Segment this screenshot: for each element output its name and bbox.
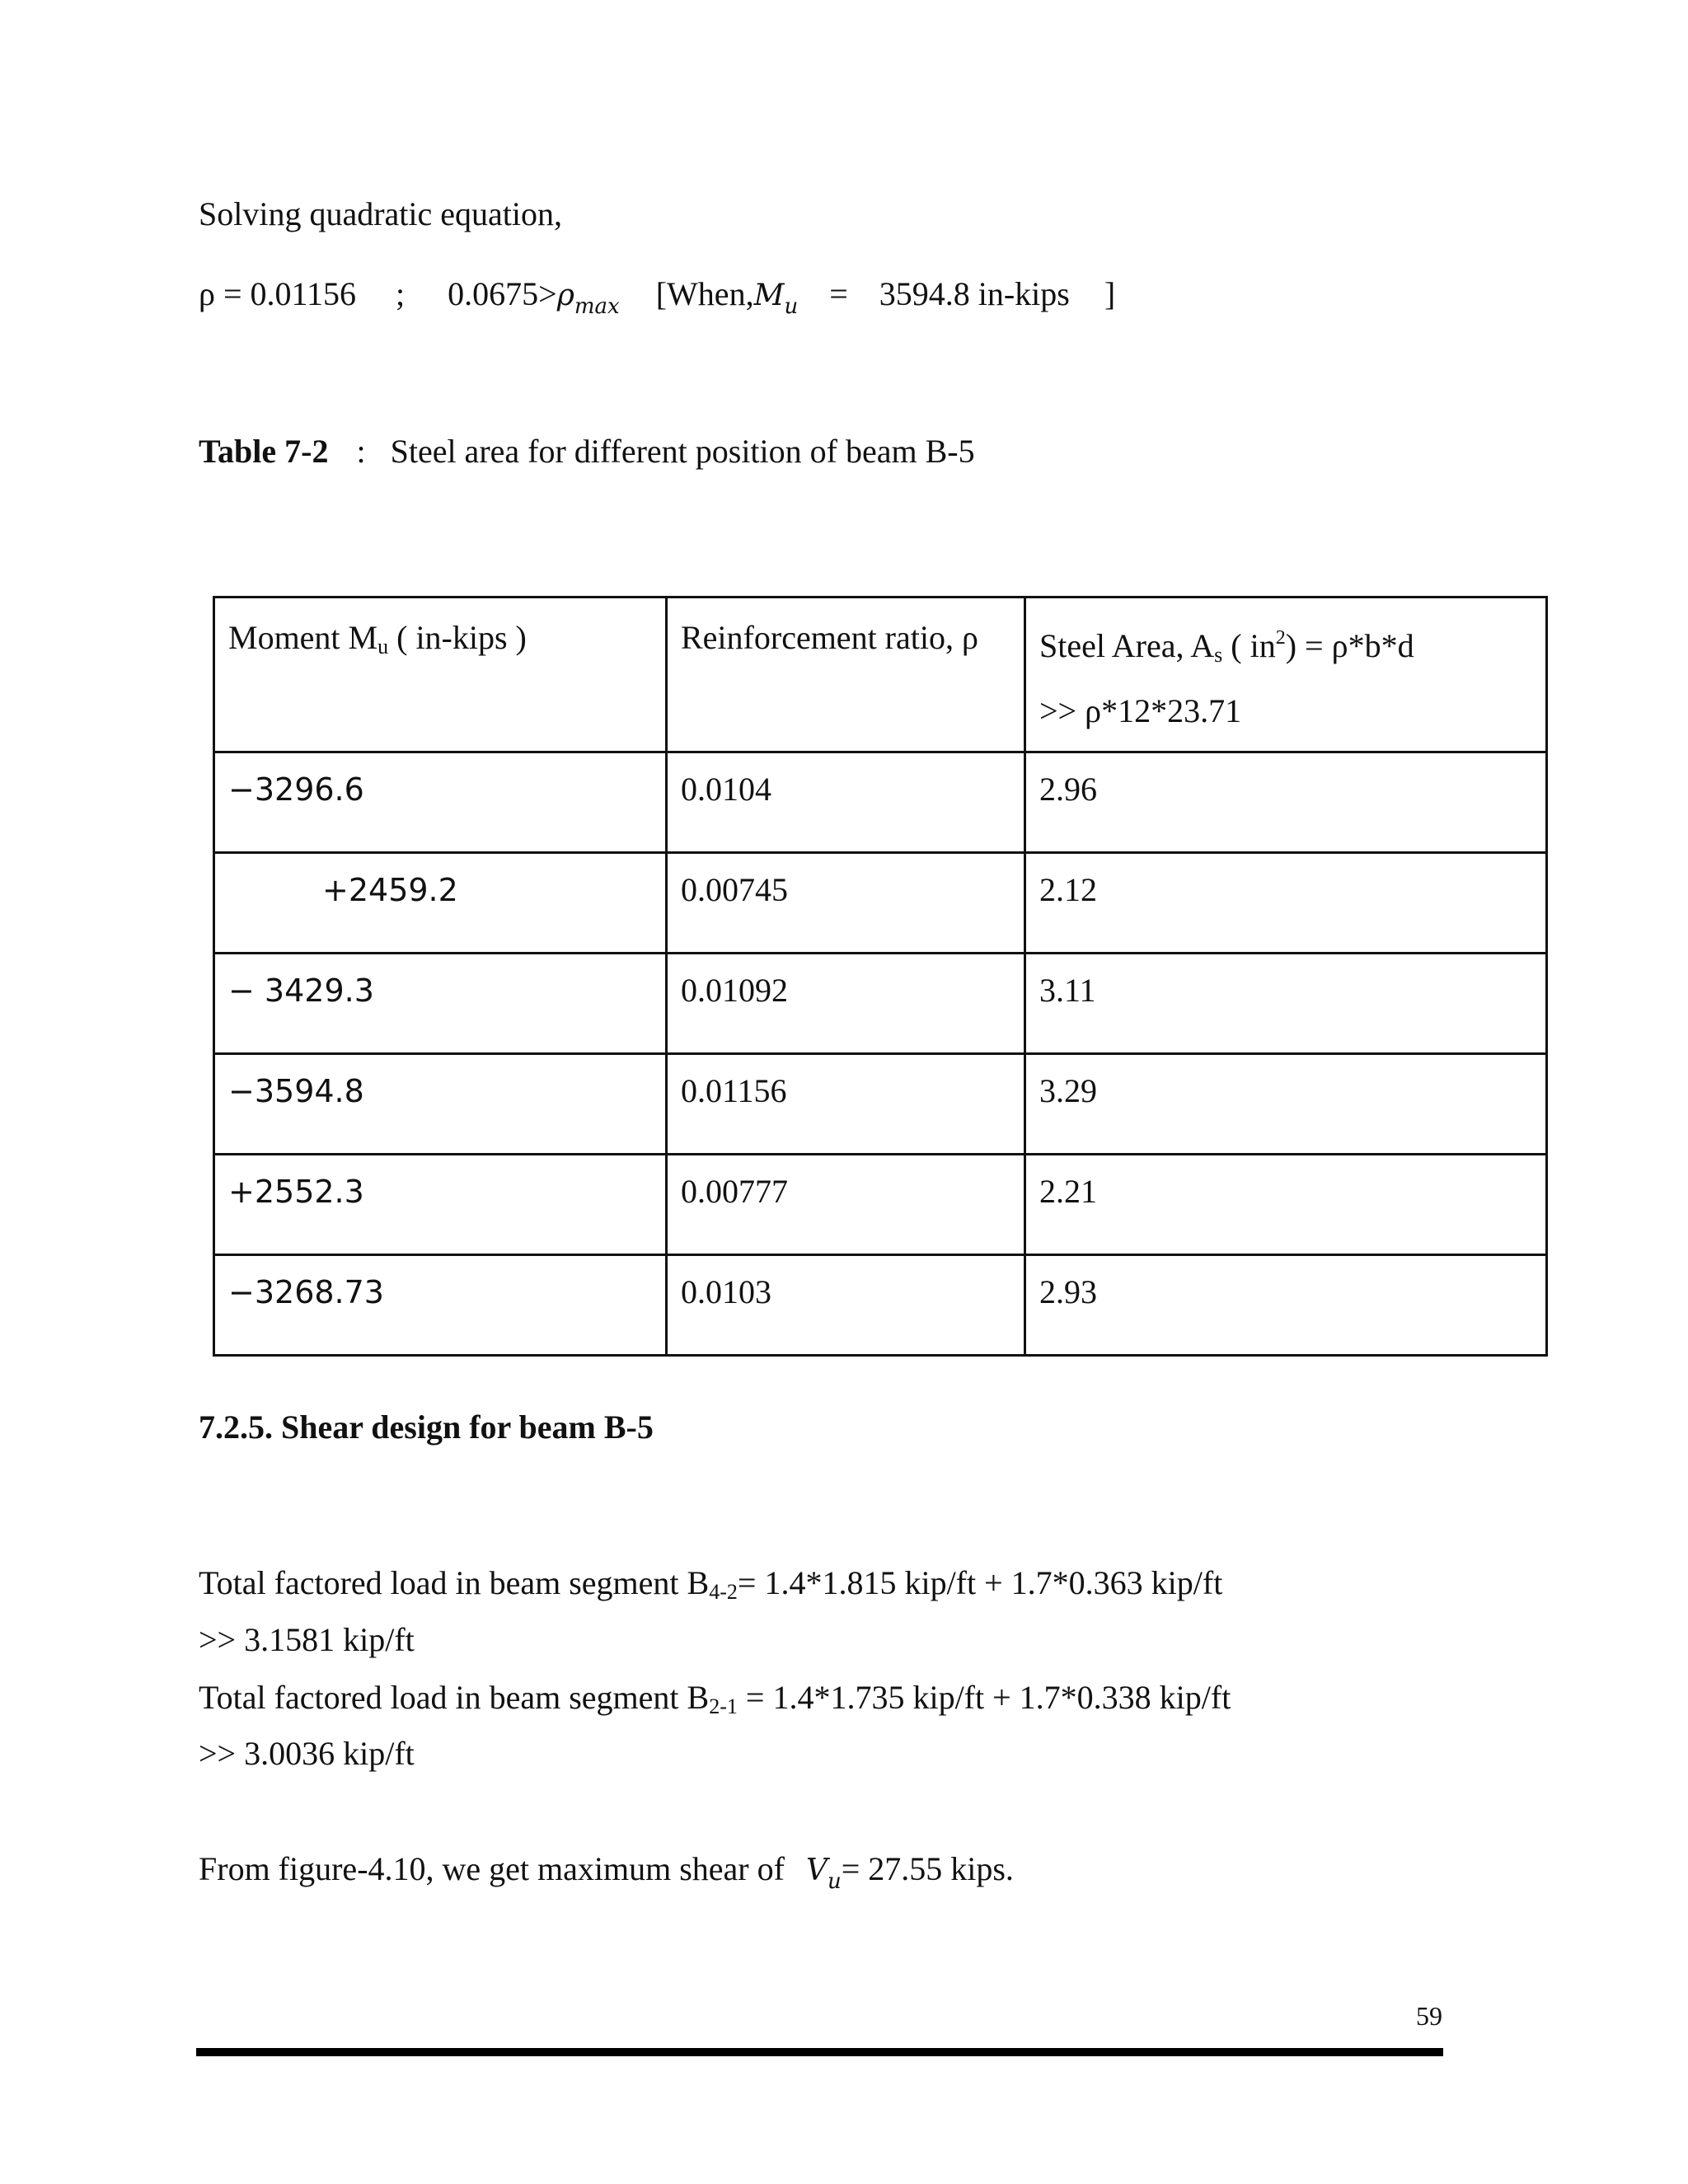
- table-row: [214, 752, 1547, 853]
- page-number: 59: [1416, 2001, 1442, 2031]
- cell-ratio: 0.01156: [667, 1054, 1025, 1155]
- cell-moment: −3594.8: [214, 1054, 667, 1155]
- table-label: Table 7-2: [199, 433, 329, 470]
- cell-area: 2.21: [1025, 1155, 1547, 1255]
- header-moment: Moment $M_u$ ( in-kips ): [214, 598, 667, 752]
- load-line-b4-2: Total factored load in beam segment $B_{4-2}= 1.4*1.815$ kip/ft + 1.7*0.363 kip/ft: [199, 1564, 1223, 1604]
- cell-area: 3.11: [1025, 954, 1547, 1054]
- cell-moment: − 3429.3: [214, 954, 667, 1054]
- cell-ratio: 0.00777: [667, 1155, 1025, 1255]
- cell-moment: +2552.3: [214, 1155, 667, 1255]
- table-row: [214, 853, 1547, 954]
- table-header-row: [214, 598, 1547, 752]
- table-caption-text: Steel area for different position of beam B-5: [390, 433, 975, 470]
- table-row: [214, 954, 1547, 1054]
- cell-area: 2.96: [1025, 752, 1547, 853]
- load-result-b4-2: >> 3.1581 kip/ft: [199, 1621, 415, 1658]
- table-row: [214, 1255, 1547, 1356]
- solving-text: Solving quadratic equation,: [199, 195, 563, 232]
- rho-compare: 0.0675>: [448, 275, 557, 312]
- table-row: [214, 1054, 1547, 1155]
- load-line-b2-1: Total factored load in beam segment $B_{2-1} = 1.4*1.735$ kip/ft + 1.7*0.338 kip/ft: [199, 1679, 1231, 1718]
- cell-area: 2.12: [1025, 853, 1547, 954]
- cell-moment: −3268.73: [214, 1255, 667, 1356]
- load-result-b2-1: >> 3.0036 kip/ft: [199, 1735, 415, 1772]
- cell-moment: +2459.2: [214, 853, 667, 954]
- table-caption: Table 7-2 : Steel area for different position of beam B-5: [199, 433, 975, 470]
- cell-ratio: 0.01092: [667, 954, 1025, 1054]
- footer-rule: [196, 2048, 1443, 2056]
- cell-moment: −3296.6: [214, 752, 667, 853]
- header-steel-area: Steel Area, $A_s$ ( $in^2) = \rho*b*d$ >> ρ*12*23.71: [1025, 598, 1547, 752]
- rho-equation: ρ = 0.01156 ; $0.0675>\rho_{max}$ [$When,M_u = 3594.8$ in-kips ]: [199, 275, 1116, 319]
- cell-ratio: 0.00745: [667, 853, 1025, 954]
- cell-area: 2.93: [1025, 1255, 1547, 1356]
- cell-area: 3.29: [1025, 1054, 1547, 1155]
- rho-value: ρ = 0.01156: [199, 275, 357, 312]
- steel-area-table: [213, 596, 1548, 1357]
- max-shear-line: From figure-4.10, we get maximum shear of $V_u= 27.55$ kips.: [199, 1850, 1014, 1894]
- cell-ratio: 0.0104: [667, 752, 1025, 853]
- section-heading: 7.2.5. Shear design for beam B-5: [199, 1408, 654, 1446]
- header-ratio: Reinforcement ratio, ρ: [667, 598, 1025, 752]
- mu-value: 3594.8 in-kips: [879, 275, 1070, 312]
- table-row: [214, 1155, 1547, 1255]
- cell-ratio: 0.0103: [667, 1255, 1025, 1356]
